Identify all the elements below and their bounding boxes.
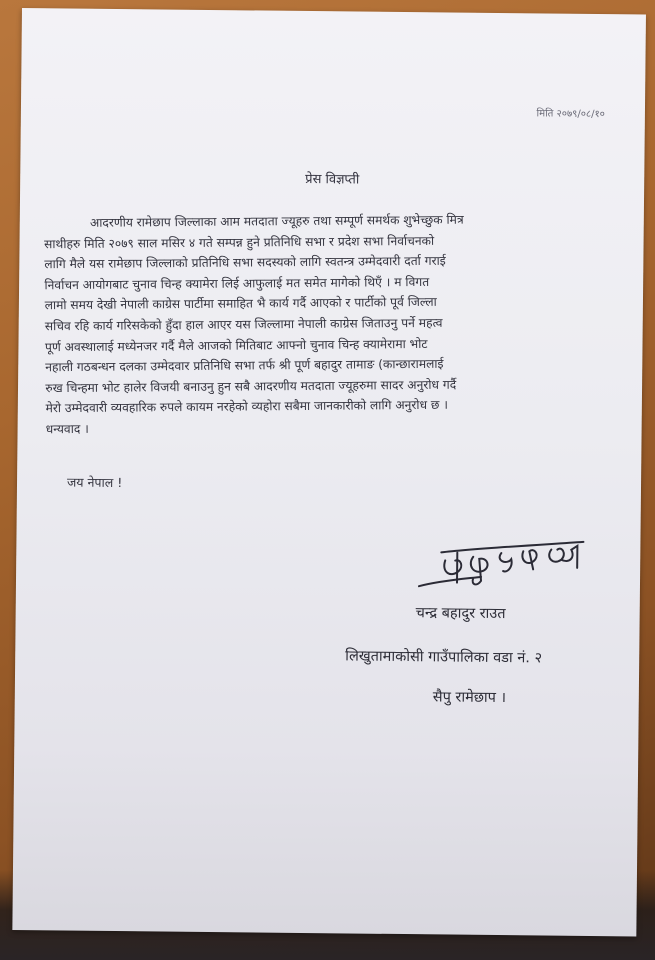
body-line: निर्वाचन आयोगबाट चुनाव चिन्ह क्यामेरा लिई आफुलाई मत समेत मागेको थिएँ । म विगत [44, 274, 430, 293]
body-line: धन्यवाद । [45, 421, 89, 437]
letter-title: प्रेस विज्ञप्ती [305, 171, 360, 188]
body-line: रुख चिन्हमा भोट हालेर विजयी बनाउनु हुन सबै आदरणीय मतदाता ज्यूहरुमा सादर अनुरोध गर्दै [45, 377, 457, 395]
body-line: लामो समय देखी नेपाली काग्रेस पार्टीमा समाहित भै कार्य गर्दै आएको र पार्टीको पूर्व जिल्ला [44, 295, 437, 313]
signer-address-line2: सैपु रामेछाप । [432, 689, 507, 707]
letter-date: मिति २०७९/०८/१० [536, 108, 605, 121]
signer-name: चन्द्र बहादुर राउत [415, 605, 506, 623]
handwritten-signature [411, 530, 592, 602]
signer-address-line1: लिखुतामाकोसी गाउँपालिका वडा नं. २ [345, 648, 543, 667]
letter-paper [12, 8, 646, 936]
body-line: मेरो उम्मेदवारी व्यवहारिक रुपले कायम नरहेको व्यहोरा सबैमा जानकारीको लागि अनुरोध छ । [45, 398, 449, 416]
body-line: साथीहरु मिति २०७९ साल मसिर ४ गते सम्पन्न हुने प्रतिनिधि सभा र प्रदेश सभा निर्वाचनको [44, 233, 435, 251]
body-line: पूर्ण अवस्थालाई मध्येनजर गर्दै मैले आजको मितिबाट आफ्नो चुनाव चिन्ह क्यामेरामा भोट [44, 336, 428, 354]
letter-closing: जय नेपाल ! [66, 474, 123, 491]
body-line: नहाली गठबन्धन दलका उम्मेदवार प्रतिनिधि सभा तर्फ श्री पूर्ण बहादुर तामाङ (कान्छारामलाई [45, 356, 444, 375]
body-line: सचिव रहि कार्य गरिसकेको हुँदा हाल आएर यस जिल्लामा नेपाली काग्रेस जिताउनु पर्ने महत्व [44, 315, 443, 334]
body-line: लागि मैले यस रामेछाप जिल्लाको प्रतिनिधि सभा सदस्यको लागि स्वतन्त्र उम्मेदवारी दर्ता गराई [44, 253, 446, 272]
letter-body [44, 208, 631, 440]
body-line: आदरणीय रामेछाप जिल्लाका आम मतदाता ज्यूहरु तथा सम्पूर्ण समर्थक शुभेच्छुक मित्र [89, 212, 464, 230]
